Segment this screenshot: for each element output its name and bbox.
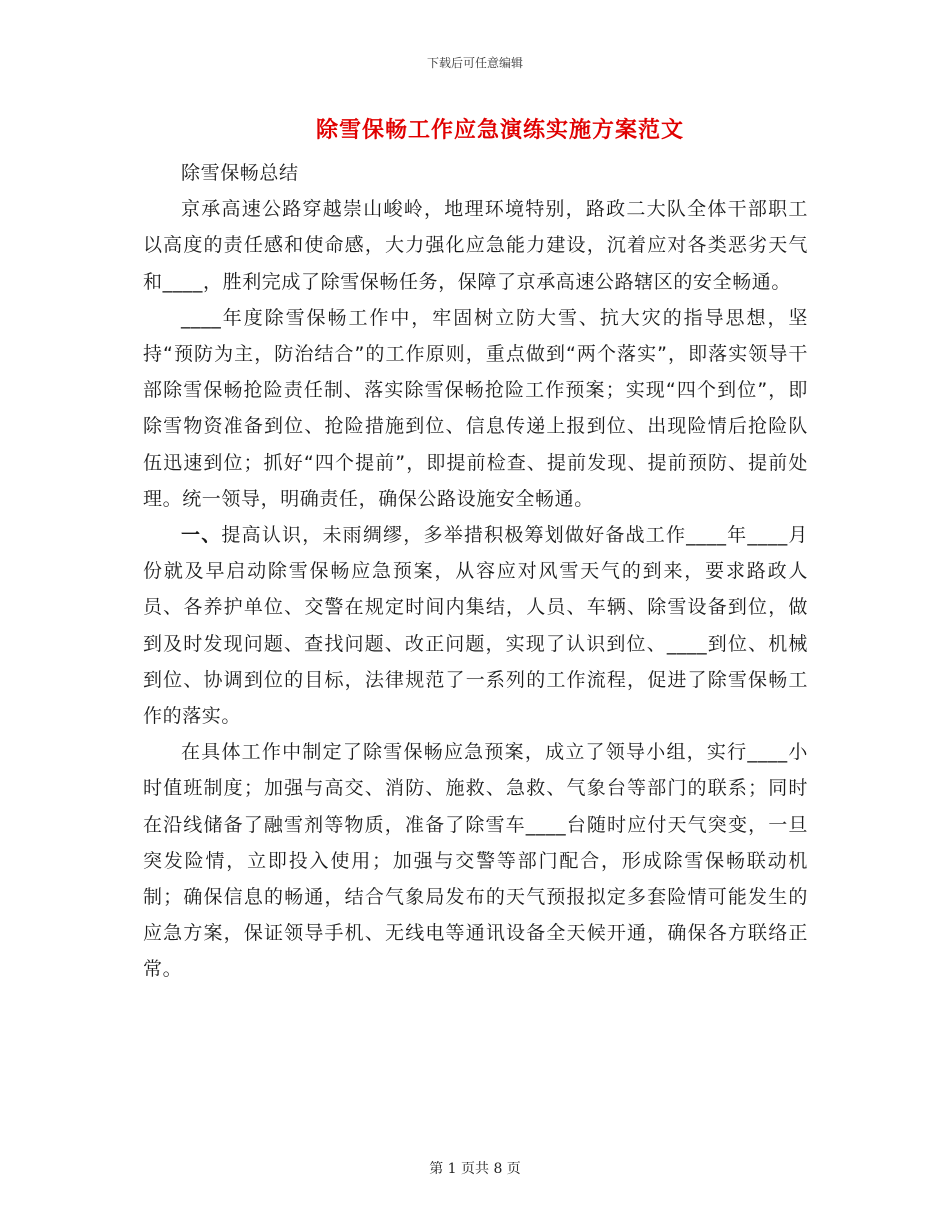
paragraph-text: ____年度除雪保畅工作中，牢固树立防大雪、抗大灾的指导思想，坚持“预防为主，防治结合”的工作原则，重点做到“两个落实”，即落实领导干部除雪保畅抢险责任制、落实除雪保畅抢险工作预案；实现“四个到位”，即除雪物资准备到位、抢险措施到位、信息传递上报到位、出现险情后抢险队伍迅速到位；抓好“四个提前”，即提前检查、提前发现、提前预防、提前处理。统一领导，明确责任，确保公路设施安全畅通。 (143, 306, 808, 510)
paragraph-text: 在具体工作中制定了除雪保畅应急预案，成立了领导小组，实行____小时值班制度；加强与高交、消防、施救、急救、气象台等部门的联系；同时在沿线储备了融雪剂等物质，准备了除雪车____台随时应付天气突变，一旦突发险情，立即投入使用；加强与交警等部门配合，形成除雪保畅联动机制；确保信息的畅通，结合气象局发布的天气预报拟定多套险情可能发生的应急方案，保证领导手机、无线电等通讯设备全天候开通，确保各方联络正常。 (143, 741, 808, 981)
paragraph-text: 京承高速公路穿越崇山峻岭，地理环境特别，路政二大队全体干部职工以高度的责任感和使命感，大力强化应急能力建设，沉着应对各类恶劣天气和____，胜利完成了除雪保畅任务，保障了京承高速公路辖区的安全畅通。 (143, 198, 808, 293)
header-note: 下载后可任意编辑 (426, 56, 523, 70)
document-body (143, 155, 808, 988)
paragraph-2 (143, 300, 808, 517)
paragraph-text: 提高认识，未雨绸缪，多举措积极筹划做好备战工作____年____月份就及早启动除雪保畅应急预案，从容应对风雪天气的到来，要求路政人员、各养护单位、交警在规定时间内集结，人员、车辆、除雪设备到位，做到及时发现问题、查找问题、改正问题，实现了认识到位、____到位、机械到位、协调到位的目标，法律规范了一系列的工作流程，促进了除雪保畅工作的落实。 (143, 524, 808, 728)
paragraph-lead: 一、 (181, 524, 222, 547)
page-footer: 第 1 页共 8 页 (429, 1161, 521, 1177)
paragraph-4 (143, 734, 808, 987)
document-title: 除雪保畅工作应急演练实施方案范文 (315, 117, 684, 143)
section-subtitle: 除雪保畅总结 (181, 162, 299, 184)
paragraph-1 (143, 191, 808, 300)
paragraph-3 (143, 517, 808, 734)
